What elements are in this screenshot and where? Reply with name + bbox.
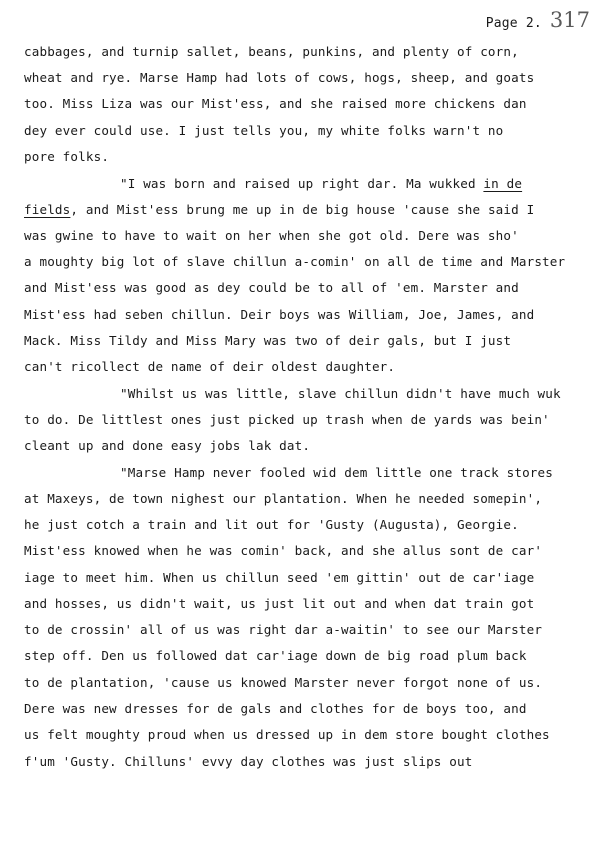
text-line: a moughty big lot of slave chillun a-comin' on all de time and Marster <box>24 254 566 269</box>
text-line: "Whilst us was little, slave chillun didn't have much wuk <box>120 386 561 401</box>
text-line: Dere was new dresses for de gals and clothes for de boys too, and <box>24 701 527 716</box>
text-line: cabbages, and turnip sallet, beans, punkins, and plenty of corn, <box>24 44 519 59</box>
text-line: can't ricollect de name of deir oldest daughter. <box>24 359 396 374</box>
text-line: step off. Den us followed dat car'iage down de big road plum back <box>24 648 527 663</box>
text-line: wheat and rye. Marse Hamp had lots of cows, hogs, sheep, and goats <box>24 70 535 85</box>
page-number-label: Page 2. <box>485 16 542 31</box>
text-line: pore folks. <box>24 149 110 164</box>
text-line: to do. De littlest ones just picked up trash when de yards was bein' <box>24 412 550 427</box>
text-line: cleant up and done easy jobs lak dat. <box>24 438 311 453</box>
text-line: dey ever could use. I just tells you, my white folks warn't no <box>24 123 504 138</box>
text-line: to de crossin' all of us was right dar a-waitin' to see our Marster <box>24 622 543 637</box>
page-stamp-number: 317 <box>549 8 590 32</box>
text-line: us felt moughty proud when us dressed up in dem store bought clothes <box>24 727 550 742</box>
text-line: he just cotch a train and lit out for 'Gusty (Augusta), Georgie. <box>24 517 519 532</box>
text-line: "Marse Hamp never fooled wid dem little one track stores <box>120 465 553 480</box>
text-line: and Mist'ess was good as dey could be to all of 'em. Marster and <box>24 280 519 295</box>
text-line: to de plantation, 'cause us knowed Marster never forgot none of us. <box>24 675 543 690</box>
text-line: Mist'ess knowed when he was comin' back, and she allus sont de car' <box>24 543 543 558</box>
text-line: too. Miss Liza was our Mist'ess, and she raised more chickens dan <box>24 96 527 111</box>
text-line: Mack. Miss Tildy and Miss Mary was two of deir gals, but I just <box>24 333 512 348</box>
text-line: iage to meet him. When us chillun seed 'em gittin' out de car'iage <box>24 570 535 585</box>
text-line: f'um 'Gusty. Chilluns' evvy day clothes was just slips out <box>24 754 473 769</box>
text-line: at Maxeys, de town nighest our plantation. When he needed somepin', <box>24 491 543 506</box>
page-header <box>486 8 590 30</box>
text-line: and hosses, us didn't wait, us just lit out and when dat train got <box>24 596 535 611</box>
text-line: "I was born and raised up right dar. Ma wukked in de <box>120 176 523 191</box>
text-line: was gwine to have to wait on her when she got old. Dere was sho' <box>24 228 519 243</box>
text-line: Mist'ess had seben chillun. Deir boys was William, Joe, James, and <box>24 307 535 322</box>
text-line: fields, and Mist'ess brung me up in de big house 'cause she said I <box>24 202 535 217</box>
underlined-phrase: in de <box>483 176 523 191</box>
underlined-phrase: fields <box>24 202 71 217</box>
